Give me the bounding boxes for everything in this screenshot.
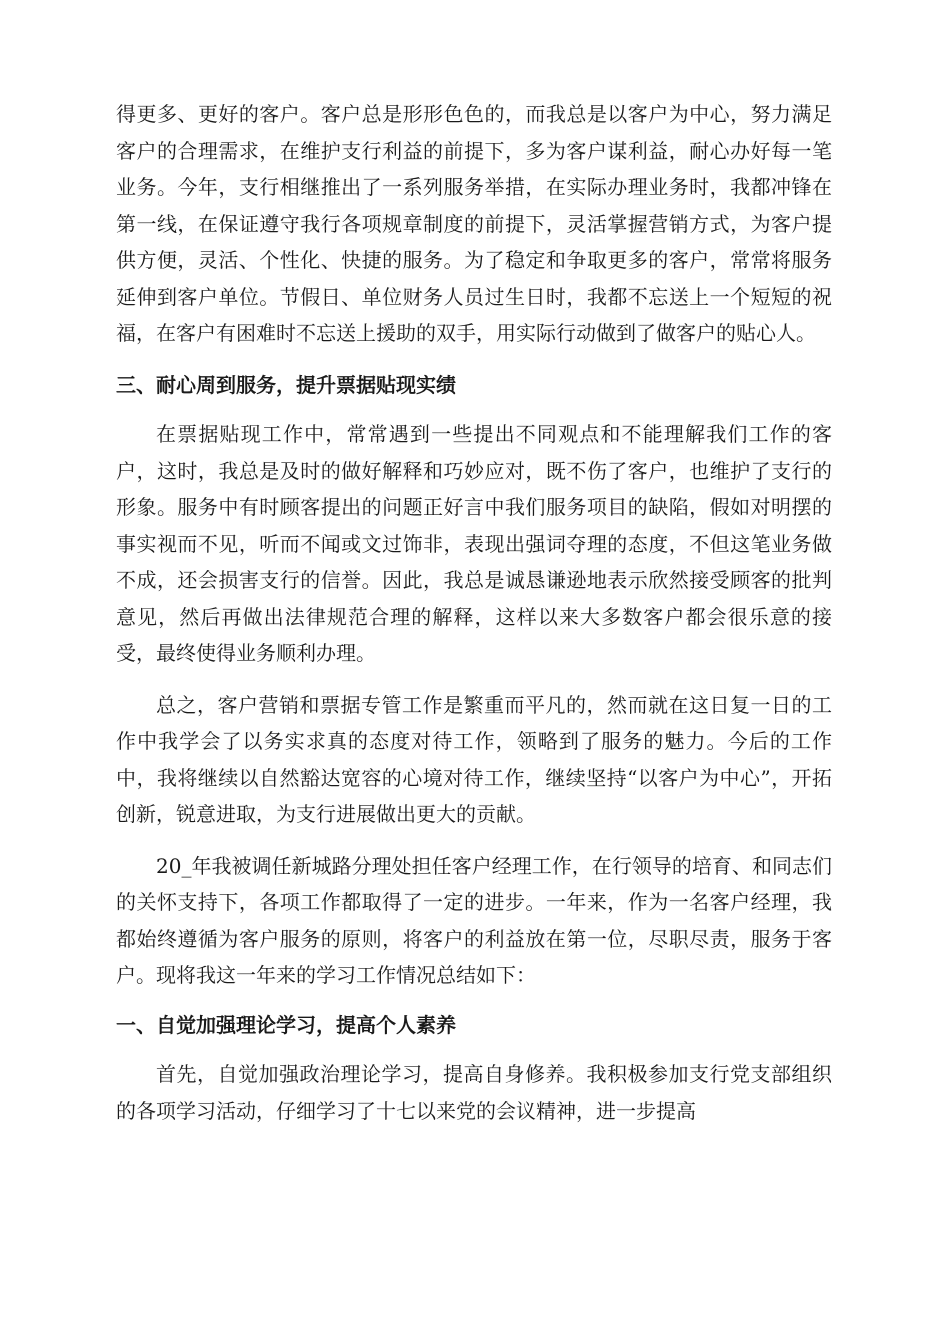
section-heading-3: 三、耐心周到服务，提升票据贴现实绩 — [116, 372, 456, 397]
paragraph-theory-study: 首先，自觉加强政治理论学习，提高自身修养。我积极参加支行党支部组织的各项学习活动，仔细学习了十七以来党的会议精神，进一步提高 — [116, 1062, 832, 1123]
paragraph-annual-intro: 20_年我被调任新城路分理处担任客户经理工作，在行领导的培育、和同志们的关怀支持下，各项工作都取得了一定的进步。一年来，作为一名客户经理，我都始终遵循为客户服务的原则，将客户的利益放在第一位，尽职尽责，服务于客户。现将我这一年来的学习工作情况总结如下： — [116, 853, 832, 987]
document-body — [116, 96, 832, 1129]
paragraph-customer-service: 得更多、更好的客户。客户总是形形色色的，而我总是以客户为中心，努力满足客户的合理需求，在维护支行利益的前提下，多为客户谋利益，耐心办好每一笔业务。今年，支行相继推出了一系列服务举措，在实际办理业务时，我都冲锋在第一线，在保证遵守我行各项规章制度的前提下，灵活掌握营销方式，为客户提供方便，灵活、个性化、快捷的服务。为了稳定和争取更多的客户，常常将服务延伸到客户单位。节假日、单位财务人员过生日时，我都不忘送上一个短短的祝福，在客户有困难时不忘送上援助的双手，用实际行动做到了做客户的贴心人。 — [116, 102, 832, 345]
paragraph-conclusion: 总之，客户营销和票据专管工作是繁重而平凡的，然而就在这日复一日的工作中我学会了以务实求真的态度对待工作，领略到了服务的魅力。今后的工作中，我将继续以自然豁达宽容的心境对待工作，继续坚持“以客户为中心”，开拓创新，锐意进取，为支行进展做出更大的贡献。 — [116, 692, 832, 826]
paragraph-bill-discount: 在票据贴现工作中，常常遇到一些提出不同观点和不能理解我们工作的客户，这时，我总是及时的做好解释和巧妙应对，既不伤了客户，也维护了支行的形象。服务中有时顾客提出的问题正好言中我们服务项目的缺陷，假如对明摆的事实视而不见，听而不闻或文过饰非，表现出强词夺理的态度，不但这笔业务做不成，还会损害支行的信誉。因此，我总是诚恳谦逊地表示欣然接受顾客的批判意见，然后再做出法律规范合理的解释，这样以来大多数客户都会很乐意的接受，最终使得业务顺利办理。 — [116, 422, 832, 665]
section-heading-1: 一、自觉加强理论学习，提高个人素养 — [116, 1012, 456, 1037]
